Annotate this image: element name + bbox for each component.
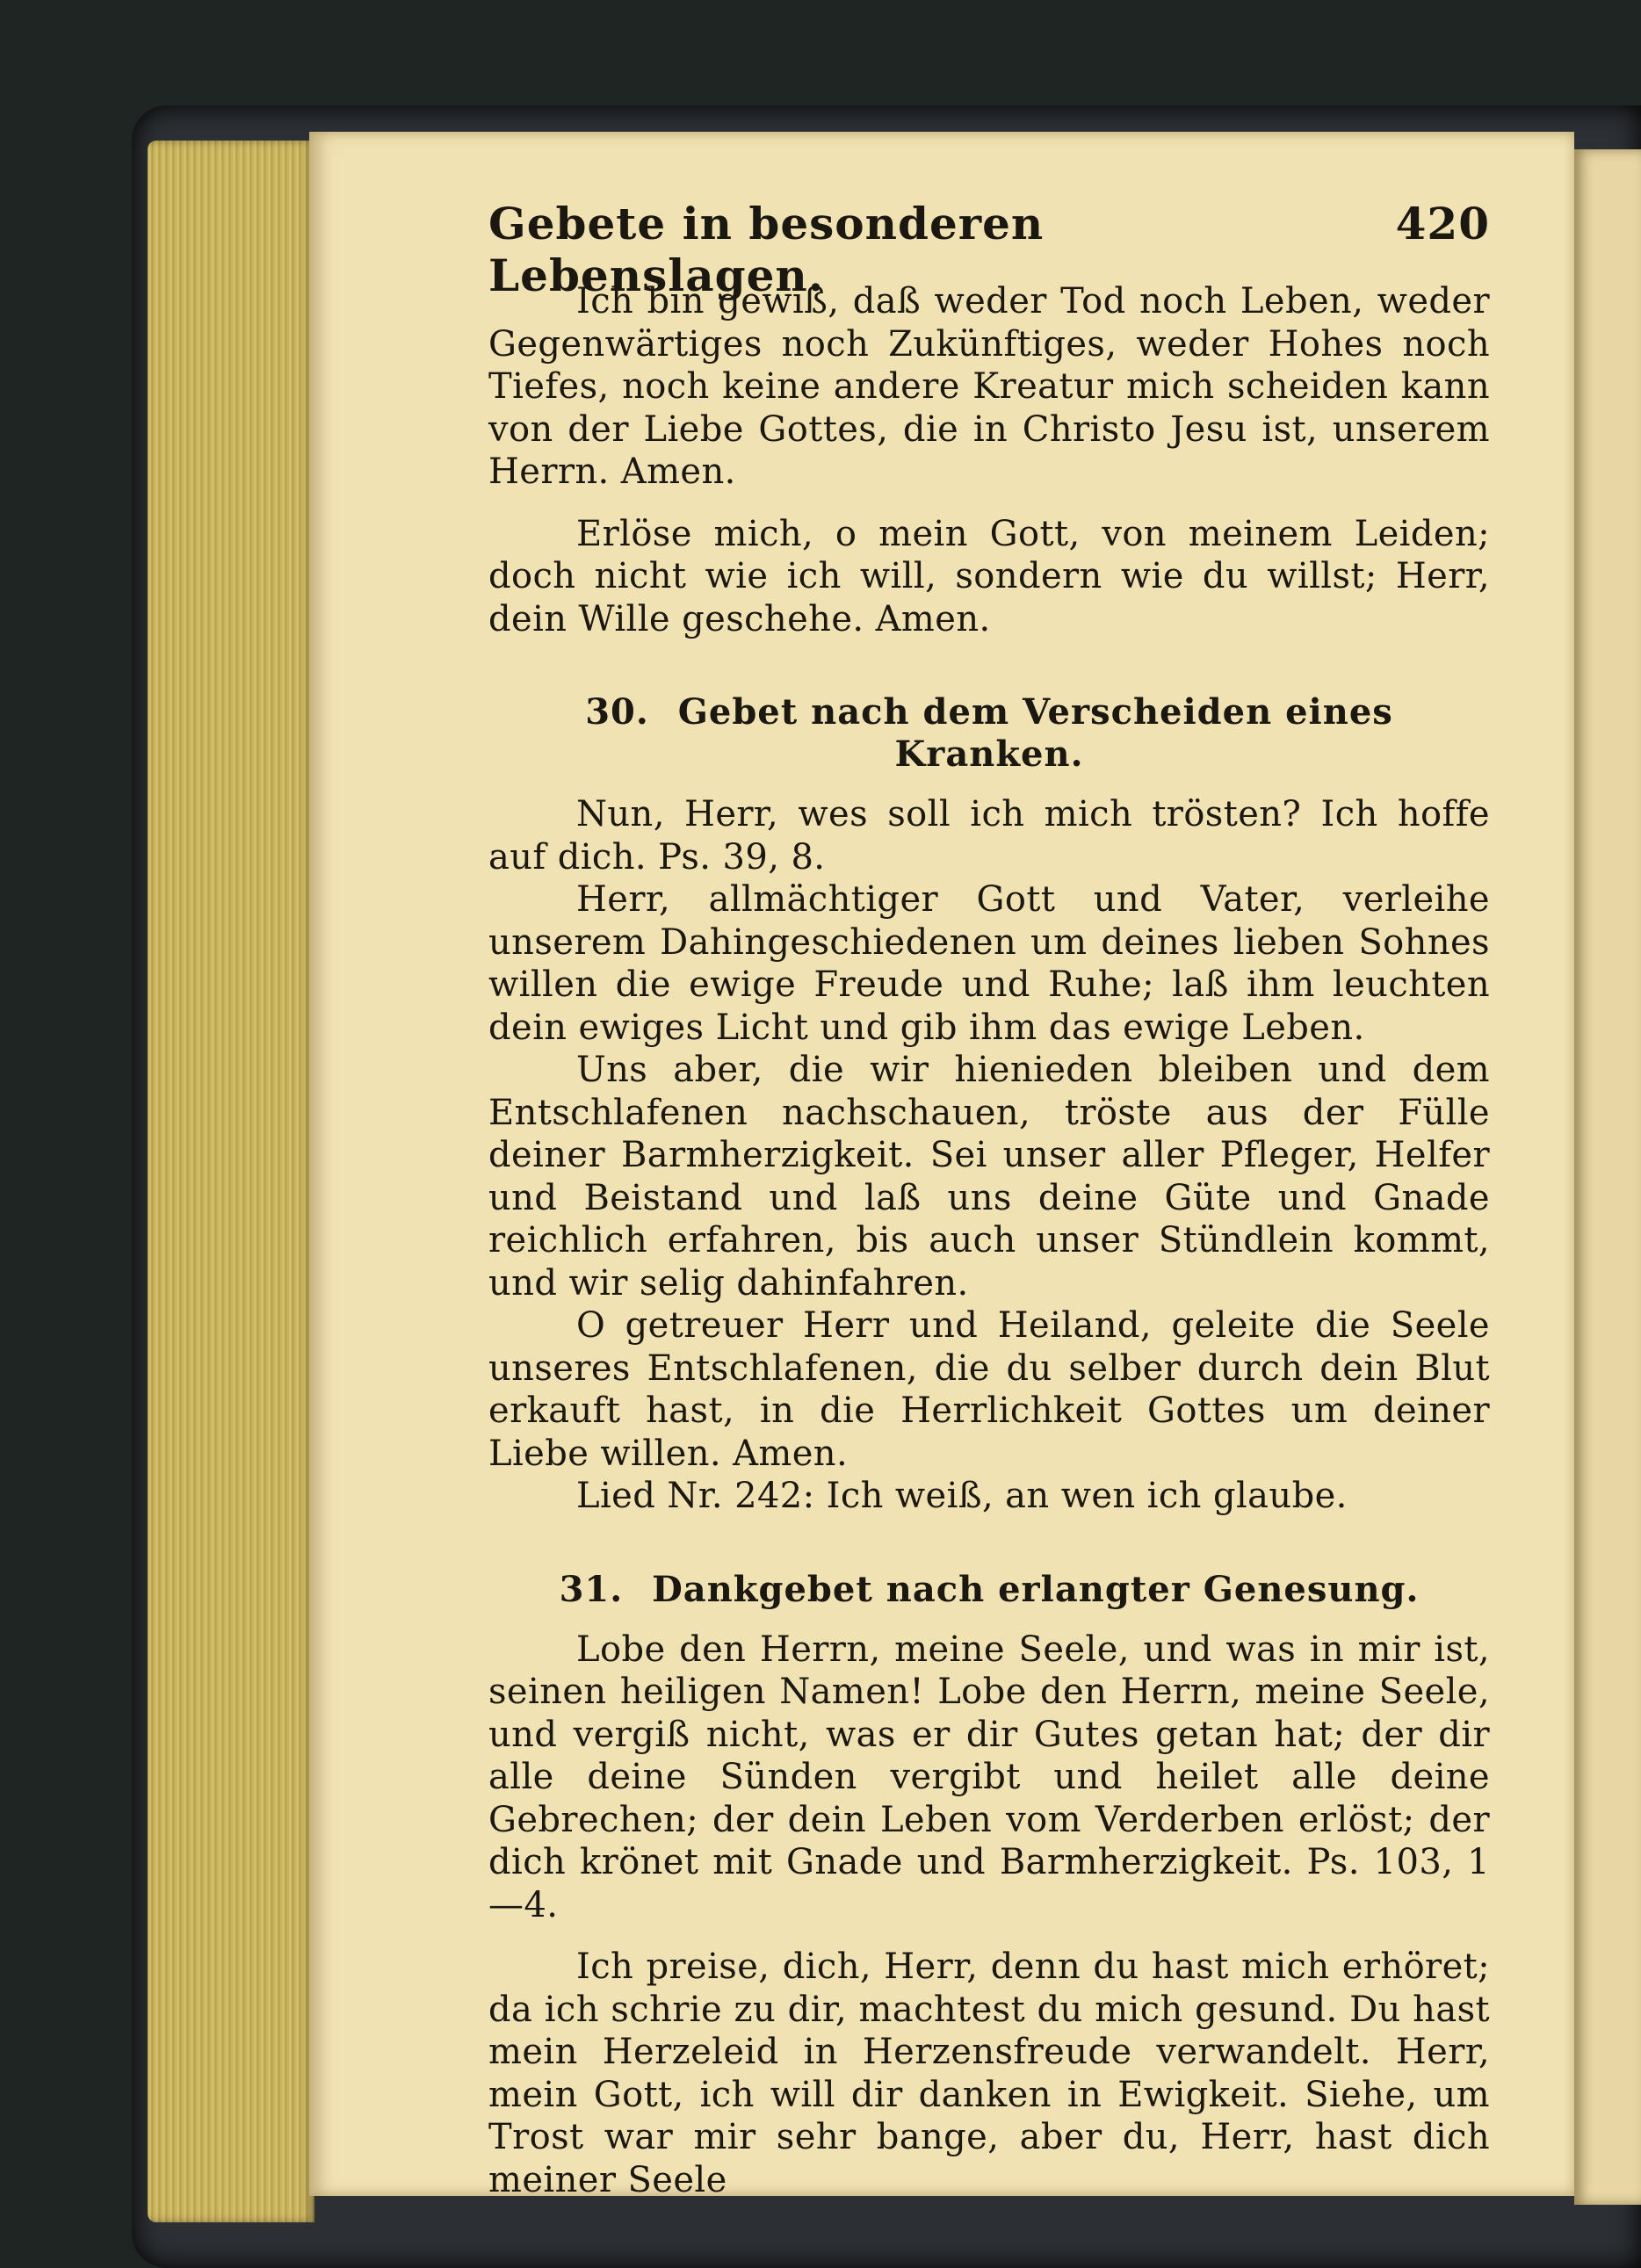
paragraph: Lobe den Herrn, meine Seele, und was in mir ist, seinen heiligen Namen! Lobe den Herrn, meine Seele, und vergiß nicht, was er dir Gutes getan hat; der dir alle deine Sünden vergibt und heilet alle deine Gebrechen; der dein Leben vom Verderben erlöst; der dich krönet mit Gnade und Barmherzigkeit. Ps. 103, 1—4.: [488, 1629, 1490, 1925]
section-number: 30.: [585, 691, 649, 733]
section-heading-30: [488, 691, 1490, 776]
paragraph: Erlöse mich, o mein Gott, von meinem Leiden; doch nicht wie ich will, sondern wie du willst; Herr, dein Wille geschehe. Amen.: [488, 513, 1490, 639]
paragraph: Ich preise, dich, Herr, denn du hast mich erhöret; da ich schrie zu dir, machtest du mich gesund. Du hast mein Herzeleid in Herzensfreude verwandelt. Herr, mein Gott, ich will dir danken in Ewigkeit. Siehe, um Trost war mir sehr bange, aber du, Herr, hast dich meiner Seele: [488, 1947, 1490, 2200]
paragraph: O getreuer Herr und Heiland, geleite die Seele unseres Entschlafenen, die du selber durch dein Blut erkauft hast, in die Herrlichkeit Gottes um deiner Liebe willen. Amen.: [488, 1305, 1490, 1474]
running-head: [488, 198, 1490, 301]
page-text: [488, 198, 1490, 2201]
section-number: 31.: [559, 1568, 624, 1610]
paragraph: Herr, allmächtiger Gott und Vater, verleihe unserem Dahingeschiedenen um deines lieben Sohnes willen die ewige Freude und Ruhe; laß ihm leuchten dein ewiges Licht und gib ihm das ewige Leben.: [488, 879, 1490, 1048]
hymn-reference: Lied Nr. 242: Ich weiß, an wen ich glaube.: [576, 1476, 1348, 1516]
section-heading-31: [488, 1569, 1490, 1611]
section-title: Gebet nach dem Verscheiden eines Kranken.: [677, 691, 1393, 775]
paragraph: Uns aber, die wir hienieden bleiben und dem Entschlafenen nachschauen, tröste aus der Fülle deiner Barmherzigkeit. Sei unser aller Pfleger, Helfer und Beistand und laß uns deine Güte und Gnade reichlich erfahren, bis auch unser Stündlein kommt, und wir selig dahinfahren.: [488, 1050, 1490, 1304]
paragraph: Nun, Herr, wes soll ich mich trösten? Ich hoffe auf dich. Ps. 39, 8.: [488, 794, 1490, 878]
page-number: 420: [1395, 198, 1490, 249]
section-title: Dankgebet nach erlangter Genesung.: [652, 1568, 1420, 1610]
page-edges: [148, 141, 314, 2222]
paragraph: Ich bin gewiß, daß weder Tod noch Leben, weder Gegenwärtiges noch Zukünftiges, weder Hohes noch Tiefes, noch keine andere Kreatur mich scheiden kann von der Liebe Gottes, die in Christo Jesu ist, unserem Herrn. Amen.: [488, 281, 1490, 492]
facing-page-edge: [1574, 149, 1641, 2205]
running-head-title: Gebete in besonderen Lebenslagen.: [488, 198, 1045, 301]
